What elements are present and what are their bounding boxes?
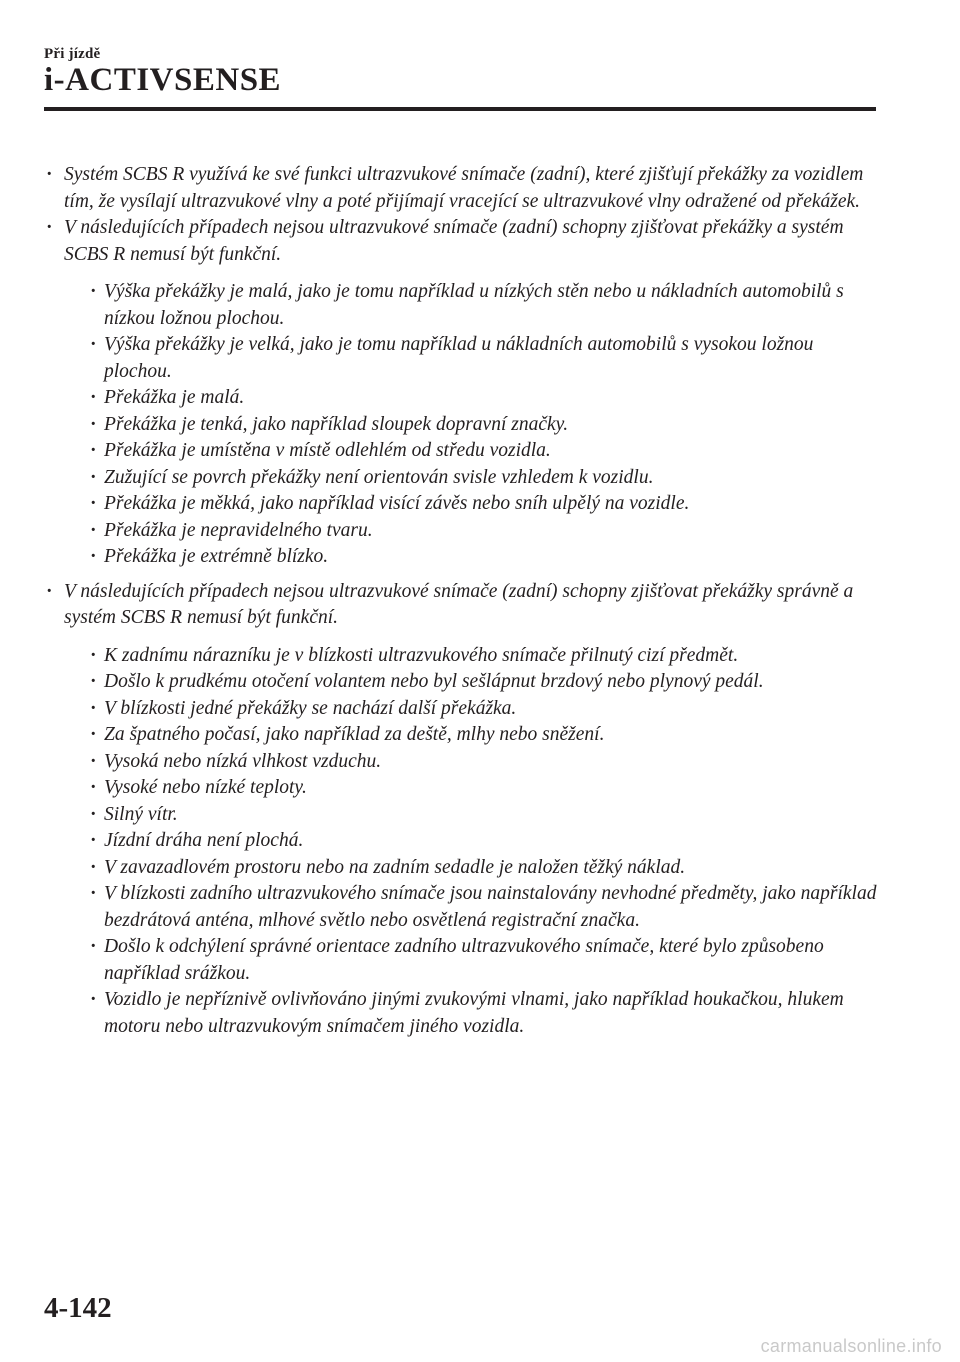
obstacle-conditions-list: [64, 279, 884, 571]
list-item: · Silný vítr.: [64, 802, 884, 829]
list-item: · Vysoké nebo nízké teploty.: [64, 775, 884, 802]
bullet-intro-1: · Systém SCBS R využívá ke své funkci ultrazvukové snímače (zadní), které zjišťují překážky za vozidlem tím, že vysílají ultrazvukové vlny a poté přijímají vracející se ultrazvukové vlny odražené od překážek.: [44, 162, 884, 215]
list-item: · Výška překážky je velká, jako je tomu například u nákladních automobilů s vysokou ložnou plochou.: [64, 332, 884, 385]
list-item: · V zavazadlovém prostoru nebo na zadním sedadle je naložen těžký náklad.: [64, 855, 884, 882]
list-item: · Překážka je umístěna v místě odlehlém od středu vozidla.: [64, 438, 884, 465]
list-item: · Zužující se povrch překážky není orientován svisle vzhledem k vozidlu.: [64, 465, 884, 492]
bullet-intro-3: [44, 579, 884, 1041]
list-item: · Překážka je extrémně blízko.: [64, 544, 884, 571]
page-title: i-ACTIVSENSE: [44, 62, 282, 98]
list-item: · Překážka je měkká, jako například visící závěs nebo sníh ulpělý na vozidle.: [64, 491, 884, 518]
bullet-intro-2-text: V následujících případech nejsou ultrazvukové snímače (zadní) schopny zjišťovat překážky a systém SCBS R nemusí být funkční.: [64, 217, 844, 265]
list-item: · Výška překážky je malá, jako je tomu například u nízkých stěn nebo u nákladních automobilů s nízkou ložnou plochou.: [64, 279, 884, 332]
page-number: 4-142: [44, 1292, 112, 1324]
list-item: · Vysoká nebo nízká vlhkost vzduchu.: [64, 749, 884, 776]
list-item: · Jízdní dráha není plochá.: [64, 828, 884, 855]
watermark: carmanualsonline.info: [760, 1336, 942, 1356]
header-divider: [44, 107, 876, 111]
main-bullet-list: [44, 162, 884, 1040]
list-item: · Překážka je tenká, jako například sloupek dopravní značky.: [64, 412, 884, 439]
list-item: · Překážka je nepravidelného tvaru.: [64, 518, 884, 545]
bullet-intro-3-text: V následujících případech nejsou ultrazvukové snímače (zadní) schopny zjišťovat překážky správně a systém SCBS R nemusí být funkční.: [64, 580, 854, 628]
list-item: · V blízkosti zadního ultrazvukového snímače jsou nainstalovány nevhodné předměty, jako například bezdrátová anténa, mlhové světlo nebo osvětlená registrační značka.: [64, 881, 884, 934]
manual-content: [44, 162, 884, 1048]
list-item: · Došlo k prudkému otočení volantem nebo byl sešlápnut brzdový nebo plynový pedál.: [64, 669, 884, 696]
list-item: · Došlo k odchýlení správné orientace zadního ultrazvukového snímače, které bylo způsobeno například srážkou.: [64, 934, 884, 987]
list-item: · Překážka je malá.: [64, 385, 884, 412]
bullet-intro-2: [44, 215, 884, 571]
list-item: · Vozidlo je nepříznivě ovlivňováno jinými zvukovými vlnami, jako například houkačkou, hlukem motoru nebo ultrazvukovým snímačem jiného vozidla.: [64, 987, 884, 1040]
section-label: Při jízdě: [44, 46, 101, 62]
list-item: · V blízkosti jedné překážky se nachází další překážka.: [64, 696, 884, 723]
detection-conditions-list: [64, 643, 884, 1041]
list-item: · Za špatného počasí, jako například za deště, mlhy nebo sněžení.: [64, 722, 884, 749]
list-item: · K zadnímu nárazníku je v blízkosti ultrazvukového snímače přilnutý cizí předmět.: [64, 643, 884, 670]
